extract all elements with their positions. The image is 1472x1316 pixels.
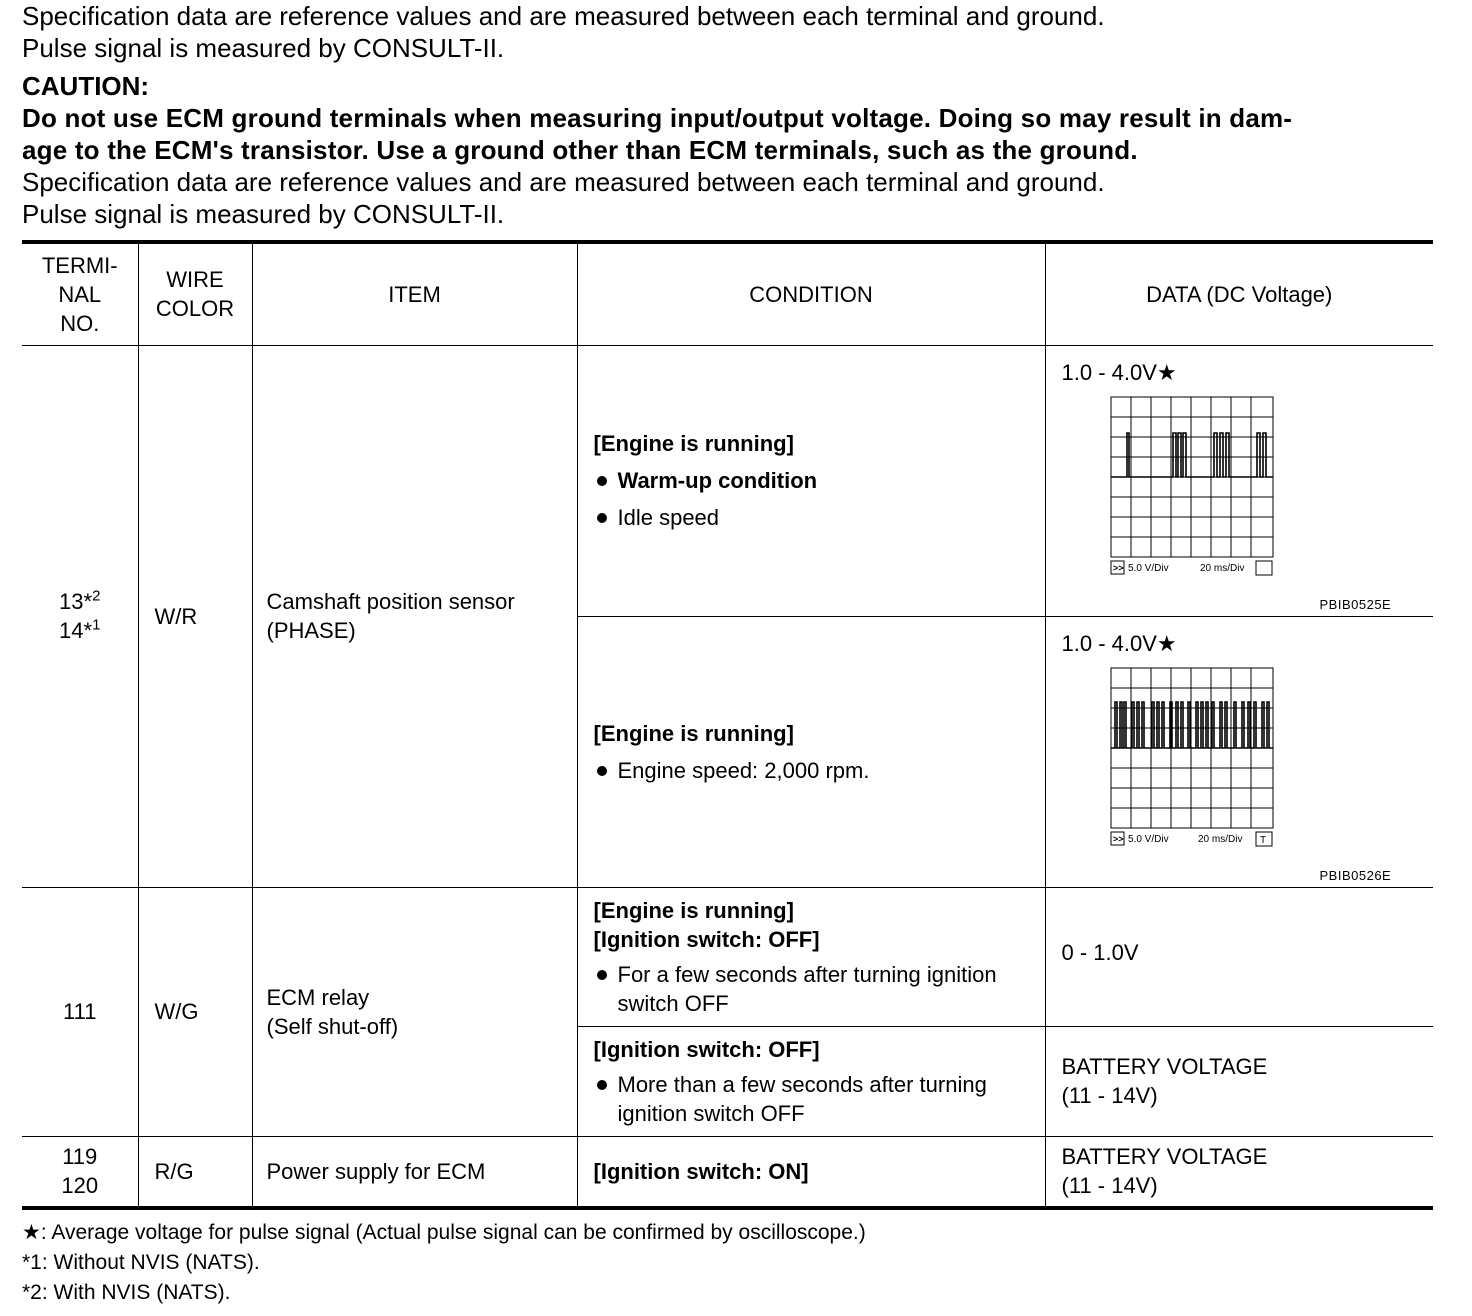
- wire-color-cell: W/G: [138, 887, 252, 1136]
- footnote-1: *1: Without NVIS (NATS).: [22, 1251, 260, 1274]
- caution-line-2: age to the ECM's transistor. Use a ground other than ECM terminals, such as the ground.: [22, 135, 1138, 165]
- data-value: 1.0 - 4.0V★: [1061, 359, 1177, 385]
- data-cell: [1045, 1136, 1433, 1208]
- condition-bullet: For a few seconds after turning ignition switch OFF: [594, 960, 1045, 1018]
- spec-note-2: Specification data are reference values and are measured between each terminal and ground.: [22, 167, 1105, 197]
- condition-head: [Ignition switch: ON]: [593, 1158, 809, 1184]
- condition-head: [Engine is running]: [593, 897, 794, 923]
- wire-color-cell: R/G: [138, 1136, 252, 1208]
- terminal-14: 14*$^1$: [59, 616, 101, 643]
- svg-text:T: T: [1259, 834, 1266, 846]
- condition-head: [Ignition switch: OFF]: [593, 926, 820, 952]
- data-value-line-2: (11 - 14V): [1061, 1173, 1158, 1199]
- svg-text:5.0 V/Div: 5.0 V/Div: [1127, 833, 1169, 845]
- table-header-row: [22, 242, 1433, 345]
- data-cell: [1045, 616, 1433, 887]
- star-icon: ★: [1156, 630, 1177, 656]
- svg-text:>>: >>: [1112, 833, 1124, 844]
- terminal-cell: 111: [22, 887, 138, 1136]
- oscilloscope-waveform-2000rpm: [1110, 667, 1274, 849]
- header-wire-color: [138, 242, 252, 345]
- data-value: 0 - 1.0V: [1061, 940, 1139, 965]
- terminal-13: 13*$^2$: [59, 587, 101, 614]
- wire-color-cell: W/R: [138, 345, 252, 887]
- figure-code: PBIB0525E: [1319, 596, 1392, 612]
- data-value-line-2: (11 - 14V): [1061, 1083, 1158, 1108]
- header-data: DATA (DC Voltage): [1045, 242, 1433, 345]
- spec-note-1: Specification data are reference values and are measured between each terminal and ground.: [22, 1, 1105, 31]
- header-item: ITEM: [252, 242, 577, 345]
- condition-bullet: More than a few seconds after turning ignition switch OFF: [594, 1070, 1045, 1128]
- footnote-2: *2: With NVIS (NATS).: [22, 1281, 231, 1304]
- terminal-cell: [22, 345, 138, 887]
- item-cell: Power supply for ECM: [252, 1136, 577, 1208]
- condition-cell: [577, 1136, 1045, 1208]
- svg-text:5.0 V/Div: 5.0 V/Div: [1127, 562, 1169, 574]
- condition-head: [Ignition switch: OFF]: [593, 1036, 820, 1062]
- data-value-line-1: BATTERY VOLTAGE: [1061, 1144, 1268, 1170]
- table-row: [22, 345, 1433, 616]
- item-line-1: Camshaft position sensor: [266, 589, 515, 614]
- caution-title: CAUTION:: [22, 71, 150, 101]
- item-cell: [252, 887, 577, 1136]
- star-icon: ★: [22, 1221, 41, 1244]
- terminal-119: 119: [62, 1144, 98, 1170]
- condition-cell: [577, 345, 1045, 616]
- condition-cell: [577, 616, 1045, 887]
- header-wire-line-1: WIRE: [166, 267, 224, 293]
- svg-text:20 ms/Div: 20 ms/Div: [1197, 833, 1242, 845]
- ecm-terminal-table: [22, 240, 1433, 1210]
- condition-cell: [577, 1026, 1045, 1136]
- pulse-note-2: Pulse signal is measured by CONSULT-II.: [22, 199, 505, 229]
- pulse-note-1: Pulse signal is measured by CONSULT-II.: [22, 33, 505, 63]
- item-line-1: ECM relay: [266, 984, 370, 1010]
- item-line-2: (Self shut-off): [266, 1013, 399, 1039]
- terminal-120: 120: [61, 1173, 99, 1199]
- header-terminal-line-2: NAL: [58, 281, 102, 307]
- condition-bullet: Idle speed: [594, 503, 1045, 532]
- data-cell: [1045, 345, 1433, 616]
- header-terminal-line-3: NO.: [60, 310, 100, 336]
- table-row: [22, 887, 1433, 1026]
- caution-line-1: Do not use ECM ground terminals when measuring input/output voltage. Doing so may result in dam-: [22, 103, 1293, 133]
- condition-head: [Engine is running]: [593, 431, 794, 456]
- header-terminal-line-1: TERMI-: [41, 252, 118, 278]
- header-condition: CONDITION: [577, 242, 1045, 345]
- intro-section: [22, 0, 1442, 230]
- data-cell: [1045, 1026, 1433, 1136]
- header-terminal-no: [22, 242, 138, 345]
- star-icon: ★: [1156, 359, 1177, 385]
- data-cell: [1045, 887, 1433, 1026]
- oscilloscope-waveform-idle: [1110, 396, 1274, 578]
- condition-bullet: Warm-up condition: [594, 466, 1045, 495]
- condition-bullet: Engine speed: 2,000 rpm.: [594, 756, 1045, 785]
- svg-text:>>: >>: [1112, 562, 1124, 573]
- item-line-2: (PHASE): [266, 618, 356, 643]
- item-cell: [252, 345, 577, 887]
- data-value-line-1: BATTERY VOLTAGE: [1061, 1054, 1268, 1079]
- header-wire-line-2: COLOR: [155, 296, 235, 322]
- data-value: 1.0 - 4.0V★: [1061, 630, 1177, 656]
- condition-cell: [577, 887, 1045, 1026]
- footnotes: [22, 1218, 866, 1308]
- footnote-star: ★: Average voltage for pulse signal (Actual pulse signal can be confirmed by oscilloscope.): [22, 1221, 866, 1244]
- figure-code: PBIB0526E: [1319, 867, 1392, 883]
- condition-head: [Engine is running]: [593, 720, 794, 746]
- terminal-cell: [22, 1136, 138, 1208]
- svg-text:20 ms/Div: 20 ms/Div: [1199, 562, 1244, 574]
- table-row: [22, 1136, 1433, 1208]
